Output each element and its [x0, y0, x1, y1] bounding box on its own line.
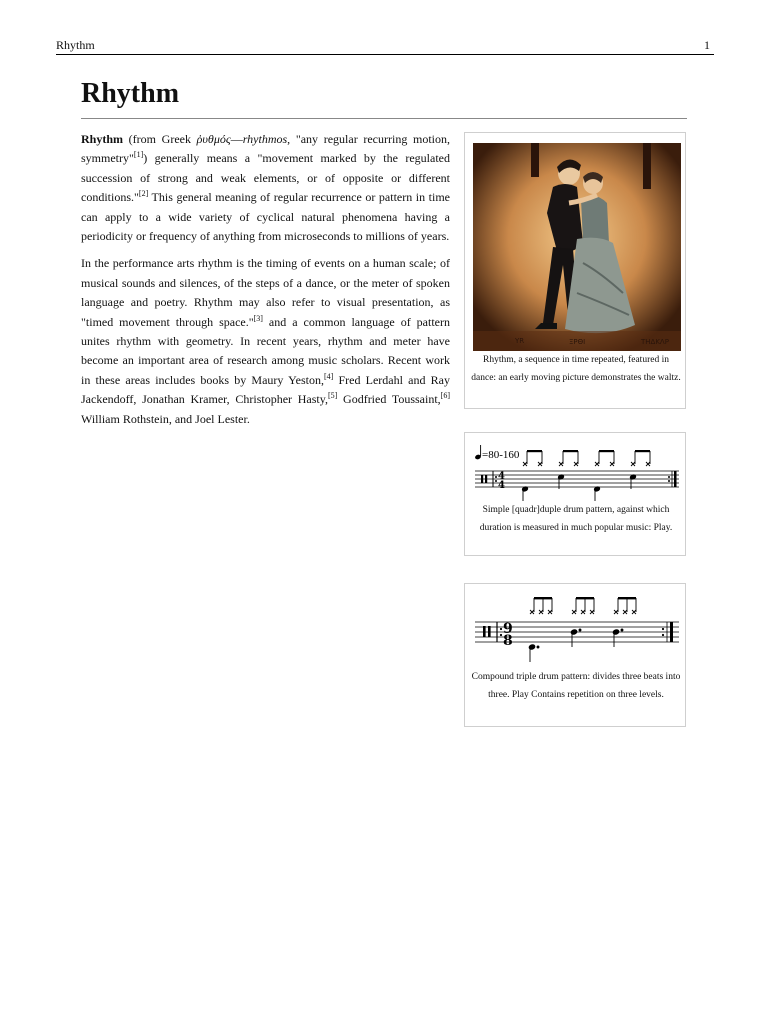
ref-2[interactable]: [2] — [138, 189, 149, 199]
ref-4[interactable]: [4] — [323, 371, 334, 381]
term-rhythm: Rhythm — [81, 132, 124, 146]
running-header — [56, 38, 714, 55]
running-title: Rhythm — [56, 38, 95, 52]
ref-3[interactable]: [3] — [253, 313, 263, 323]
title-divider — [81, 118, 687, 119]
svg-text:4: 4 — [498, 480, 505, 491]
svg-text:4: 4 — [498, 471, 505, 482]
waltz-photo[interactable] — [473, 143, 681, 351]
image-letter-1: YR — [515, 337, 525, 345]
image-letter-2: ΞΡΘΙ — [569, 338, 586, 346]
tempo-marking: =80-160 — [482, 449, 520, 461]
image-letter-3: ΤΗΔΚΛΡ — [641, 338, 669, 346]
article-title: Rhythm — [81, 78, 180, 109]
article-body — [81, 130, 450, 437]
figure-caption-compound-drum: Compound triple drum pattern: divides three beats into three. Play Contains repetition on three levels. — [471, 672, 681, 700]
drum-notation-compound[interactable] — [473, 590, 679, 668]
transliteration: rhythmos — [242, 132, 288, 146]
page-number: 1 — [704, 38, 710, 52]
intro-paragraph: Rhythm (from Greek ῥυθμός—rhythmos, "any regular recurring motion, symmetry"[1]) generally means a "movement marked by the regulated succession of strong and weak elements, or of opposite or different conditions."[2] This general meaning of regular recurrence or pattern in time can apply to a wide variety of cyclical natural phenomena having a periodicity or frequency of anything from microseconds to millions of years. — [81, 132, 451, 244]
figure-caption-waltz: Rhythm, a sequence in time repeated, featured in dance: an early moving picture demonstrates the waltz. — [471, 355, 681, 383]
ref-5[interactable]: [5] — [327, 391, 338, 401]
svg-text:8: 8 — [503, 633, 513, 649]
figure-waltz — [464, 132, 686, 409]
figure-compound-drum-pattern — [464, 583, 686, 727]
greek-word: ῥυθμός — [196, 132, 231, 146]
drum-notation-simple[interactable] — [473, 441, 679, 505]
performance-paragraph: In the performance arts rhythm is the timing of events on a human scale; of musical sounds and silences, of the steps of a dance, or the meter of spoken language and poetry. Rhythm may also refer to visual presentation, as "timed movement through space."[3] and a common language of pattern unites rhythm with geometry. In recent years, rhythm and meter have become an important area of research among music scholars. Recent work in these areas includes books by Maury Yeston,[4] Fred Lerdahl and Ray Jackendoff, Jonathan Kramer, Christopher Hasty,[5] Godfried Toussaint,[6] William Rothstein, and Joel Lester. — [81, 256, 450, 426]
figure-simple-drum-pattern — [464, 432, 686, 556]
ref-6[interactable]: [6] — [440, 391, 450, 401]
ref-1[interactable]: [1] — [133, 150, 144, 160]
svg-text:9: 9 — [503, 621, 513, 637]
figure-caption-simple-drum: Simple [quadr]duple drum pattern, against which duration is measured in much popular music: Play. — [479, 505, 673, 533]
